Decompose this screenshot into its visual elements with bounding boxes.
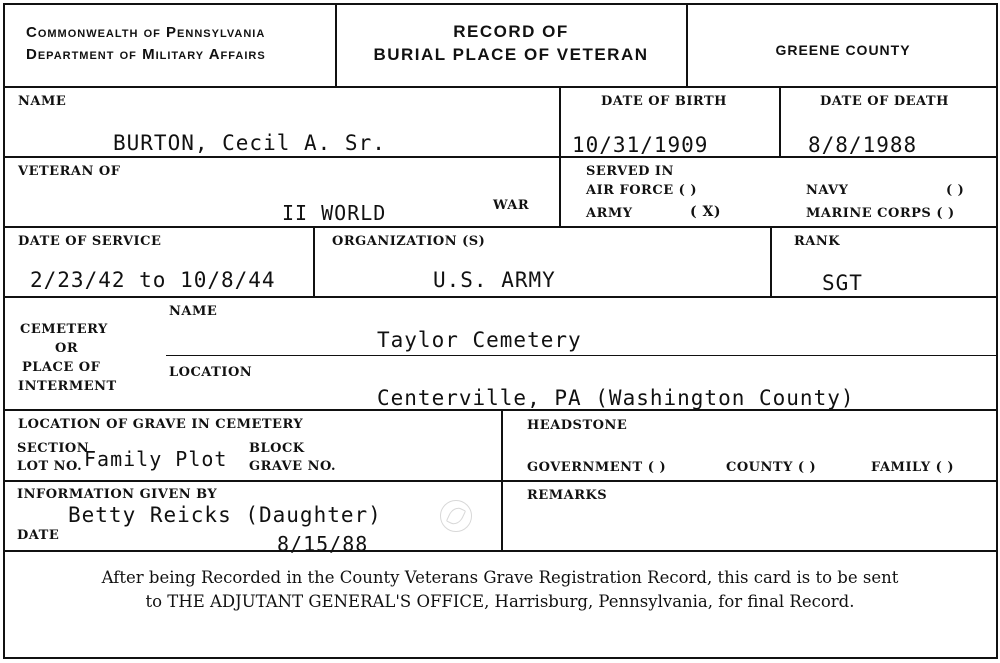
marine-corps-option: MARINE CORPS ( ) bbox=[806, 206, 955, 221]
organization-value: U.S. ARMY bbox=[433, 268, 556, 292]
rank-label: RANK bbox=[794, 234, 841, 249]
lot-no-label: LOT NO. bbox=[17, 459, 83, 474]
county-option: COUNTY ( ) bbox=[726, 460, 817, 475]
grave-location-label: LOCATION OF GRAVE IN CEMETERY bbox=[18, 417, 304, 432]
cemetery-name-label: NAME bbox=[169, 304, 218, 319]
divider-row-grave bbox=[3, 480, 998, 482]
title-line-2: BURIAL PLACE OF VETERAN bbox=[373, 45, 649, 64]
dod-value: 8/8/1988 bbox=[808, 133, 918, 157]
divider-dob bbox=[559, 87, 561, 227]
army-mark: ( X) bbox=[690, 204, 721, 220]
government-option: GOVERNMENT ( ) bbox=[527, 460, 667, 475]
family-option: FAMILY ( ) bbox=[871, 460, 954, 475]
information-given-by-label: INFORMATION GIVEN BY bbox=[17, 487, 218, 502]
cemetery-label-3: PLACE OF bbox=[22, 360, 101, 375]
section-label: SECTION bbox=[17, 441, 90, 456]
cemetery-name-value: Taylor Cemetery bbox=[377, 328, 582, 352]
org-line-2: Department of Military Affairs bbox=[26, 46, 266, 63]
dod-label: DATE OF DEATH bbox=[820, 94, 949, 109]
grave-no-label: GRAVE NO. bbox=[249, 459, 337, 474]
headstone-label: HEADSTONE bbox=[527, 418, 628, 433]
organization-label: ORGANIZATION (S) bbox=[332, 234, 486, 249]
divider-dod bbox=[779, 87, 781, 157]
rank-value: SGT bbox=[822, 271, 863, 295]
cemetery-location-value: Centerville, PA (Washington County) bbox=[377, 386, 855, 410]
divider-service bbox=[313, 227, 315, 297]
org-line-1: Commonwealth of Pennsylvania bbox=[26, 24, 266, 41]
navy-option: NAVY bbox=[806, 183, 849, 198]
title-line-1: RECORD OF bbox=[453, 22, 569, 41]
name-value: BURTON, Cecil A. Sr. bbox=[113, 131, 386, 155]
cemetery-location-label: LOCATION bbox=[169, 365, 253, 380]
date-label: DATE bbox=[17, 528, 60, 543]
divider-header bbox=[3, 86, 998, 88]
divider-row-info bbox=[3, 550, 998, 552]
air-force-option: AIR FORCE ( ) bbox=[586, 183, 697, 198]
footer-line-1: After being Recorded in the County Veterans Grave Registration Record, this card is to be sent bbox=[101, 568, 899, 587]
frame-bottom bbox=[3, 657, 998, 659]
navy-box: ( ) bbox=[946, 183, 965, 198]
footer-line-2: to THE ADJUTANT GENERAL'S OFFICE, Harrisburg, Pennsylvania, for final Record. bbox=[145, 592, 855, 611]
service-value: 2/23/42 to 10/8/44 bbox=[30, 268, 276, 292]
divider-row-service bbox=[3, 296, 998, 298]
divider-rank bbox=[770, 227, 772, 297]
cemetery-label-4: INTERMENT bbox=[18, 379, 117, 394]
frame-left bbox=[3, 3, 5, 659]
divider-row-veteran bbox=[3, 226, 998, 228]
dob-label: DATE OF BIRTH bbox=[601, 94, 727, 109]
frame-top bbox=[3, 3, 998, 5]
veteran-label: VETERAN OF bbox=[18, 164, 121, 179]
war-label: WAR bbox=[493, 198, 530, 213]
served-in-label: SERVED IN bbox=[586, 164, 674, 179]
war-value: II WORLD bbox=[282, 201, 387, 225]
frame-right bbox=[996, 3, 998, 659]
cemetery-label-1: CEMETERY bbox=[20, 322, 108, 337]
county-name: GREENE COUNTY bbox=[775, 42, 911, 58]
faint-seal-mark bbox=[440, 500, 472, 532]
divider-cem-name bbox=[166, 355, 996, 356]
block-label: BLOCK bbox=[249, 441, 305, 456]
date-value: 8/15/88 bbox=[277, 532, 369, 556]
dob-value: 10/31/1909 bbox=[572, 133, 709, 157]
remarks-label: REMARKS bbox=[527, 488, 608, 503]
cemetery-label-2: OR bbox=[55, 341, 79, 356]
army-option: ARMY bbox=[586, 206, 633, 221]
name-label: NAME bbox=[18, 94, 67, 109]
service-label: DATE OF SERVICE bbox=[18, 234, 162, 249]
information-given-by-value: Betty Reicks (Daughter) bbox=[68, 503, 382, 527]
lot-value: Family Plot bbox=[84, 447, 228, 471]
